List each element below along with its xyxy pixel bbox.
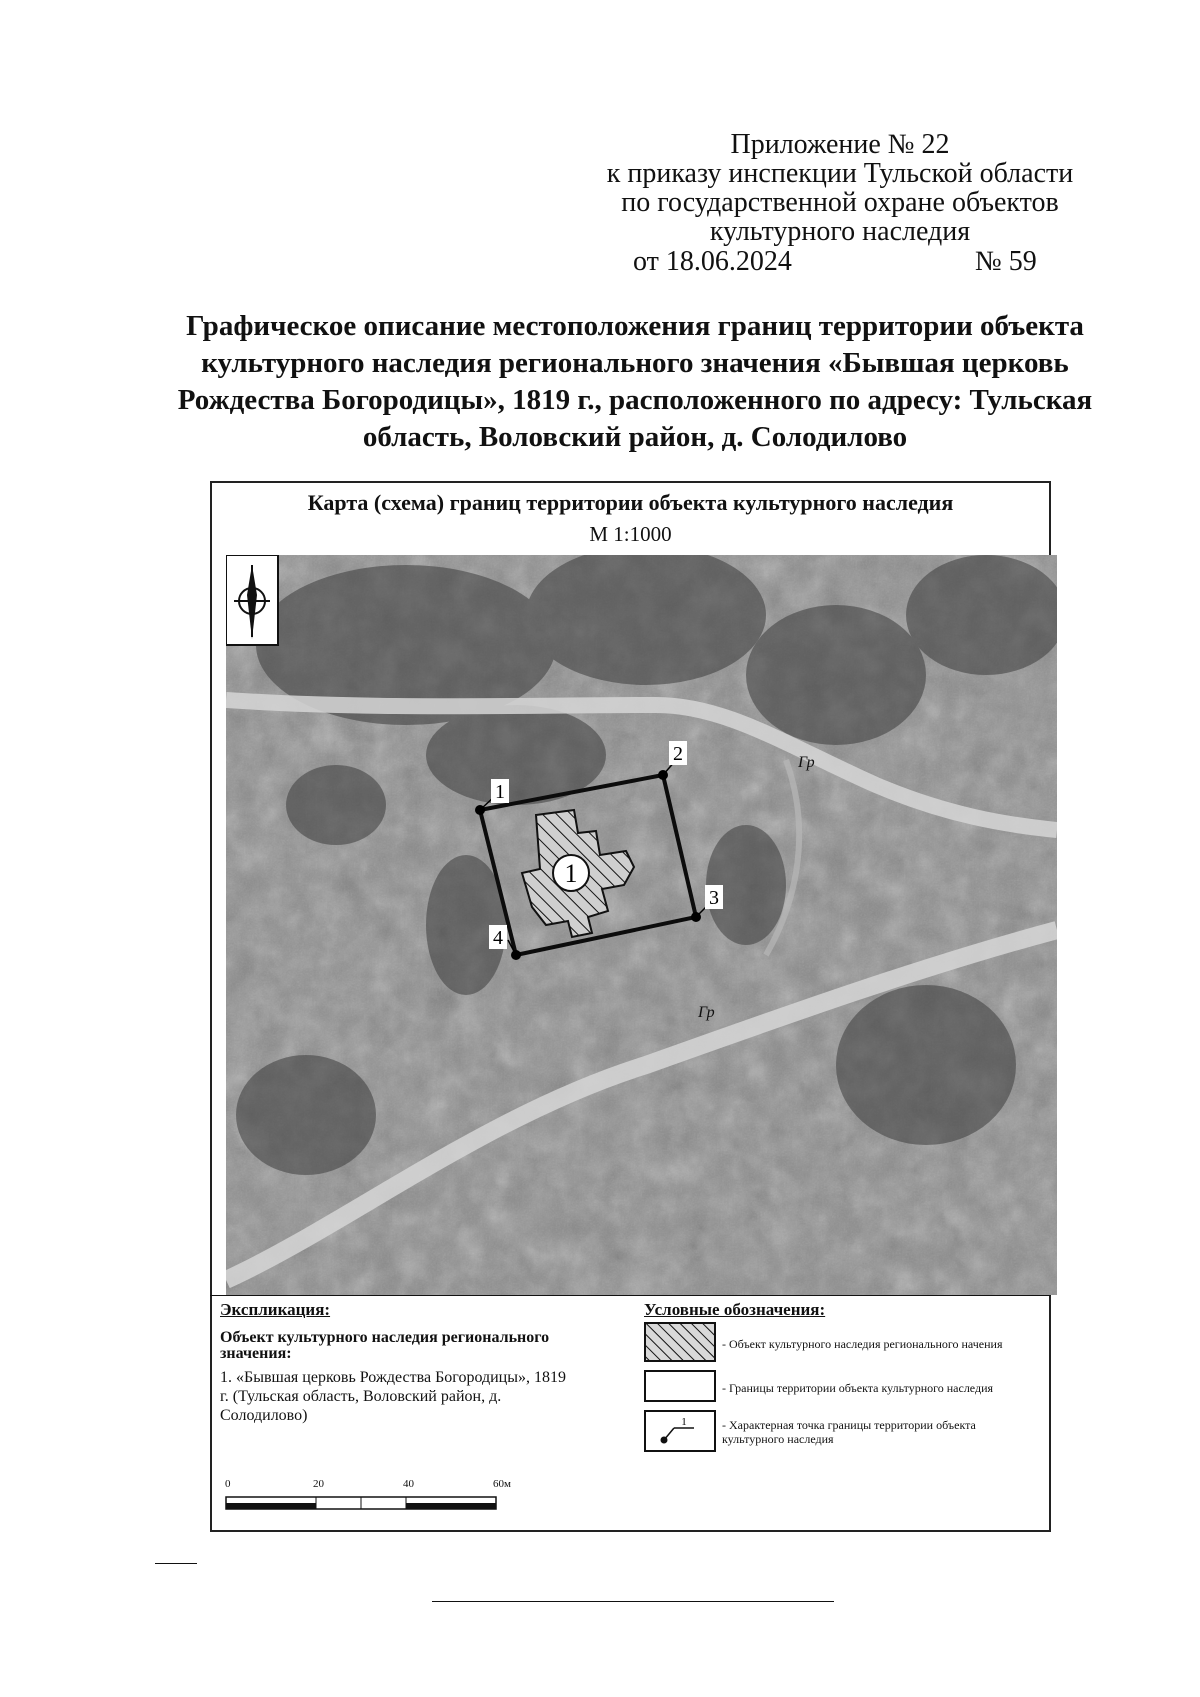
road-label-south: Гр [698,1004,715,1021]
symbol-heritage-object-label: - Объект культурного наследия регионального начения [722,1337,1003,1351]
order-date: от 18.06.2024 [633,246,792,277]
road-label-north: Гр [798,754,815,771]
title-line: культурного наследия регионального значения «Бывшая церковь [201,347,1069,379]
scale-tick-40: 40 [403,1478,414,1490]
map-scale: М 1:1000 [589,522,672,546]
scale-tick-0: 0 [225,1478,231,1490]
map-title: Карта (схема) границ территории объекта культурного наследия [307,490,954,515]
scale-tick-60: 60м [493,1478,511,1490]
order-number: № 59 [975,246,1037,277]
symbol-boundary [644,1370,716,1402]
aerial-map [226,555,1057,1295]
title-line: область, Воловский район, д. Солодилово [362,421,908,453]
explication-item-line: Солодилово) [220,1407,308,1424]
explication-subheading-line: значения: [220,1345,292,1362]
title-line: Графическое описание местоположения границ территории объекта [186,310,1084,342]
footnote-rule [155,1563,197,1564]
title-line: Рождества Богородицы», 1819 г., расположенного по адресу: Тульская [177,384,1093,416]
explication-subheading [220,1330,640,1362]
symbol-characteristic-point [644,1410,716,1452]
appendix-line: Приложение № 22 [730,129,950,160]
explication-heading: Экспликация: [220,1300,331,1319]
appendix-line: к приказу инспекции Тульской области [606,158,1074,189]
point-4-label: 4 [493,927,503,949]
explication-subheading-line: Объект культурного наследия регионального [220,1329,550,1346]
appendix-line: культурного наследия [709,216,971,247]
explication [220,1300,640,1425]
symbol-point-number: 1 [681,1416,687,1428]
symbol-point-label-line: - Характерная точка границы территории объекта [722,1418,976,1432]
explication-item [220,1368,640,1425]
bottom-rule [432,1601,834,1602]
symbols-heading: Условные обозначения: [644,1300,826,1319]
point-3-label: 3 [709,887,719,909]
symbol-point-label [722,1418,1052,1446]
point-1-label: 1 [495,781,505,803]
symbol-boundary-label: - Границы территории объекта культурного наследия [722,1381,994,1395]
scale-bar [225,1496,505,1510]
appendix-header [560,130,1120,246]
document-title [160,308,1110,456]
symbol-point-label-line: культурного наследия [722,1432,834,1446]
appendix-line: по государственной охране объектов [621,187,1059,218]
scale-bar-ticks [225,1478,545,1498]
explication-item-line: 1. «Бывшая церковь Рождества Богородицы», 1819 [220,1369,566,1386]
point-2-label: 2 [673,743,683,765]
object-number: 1 [564,859,578,888]
north-arrow-icon [226,555,278,645]
scale-tick-20: 20 [313,1478,324,1490]
legend-divider [210,1295,1051,1296]
symbol-heritage-object [644,1322,716,1362]
explication-item-line: г. (Тульская область, Воловский район, д. [220,1388,502,1405]
